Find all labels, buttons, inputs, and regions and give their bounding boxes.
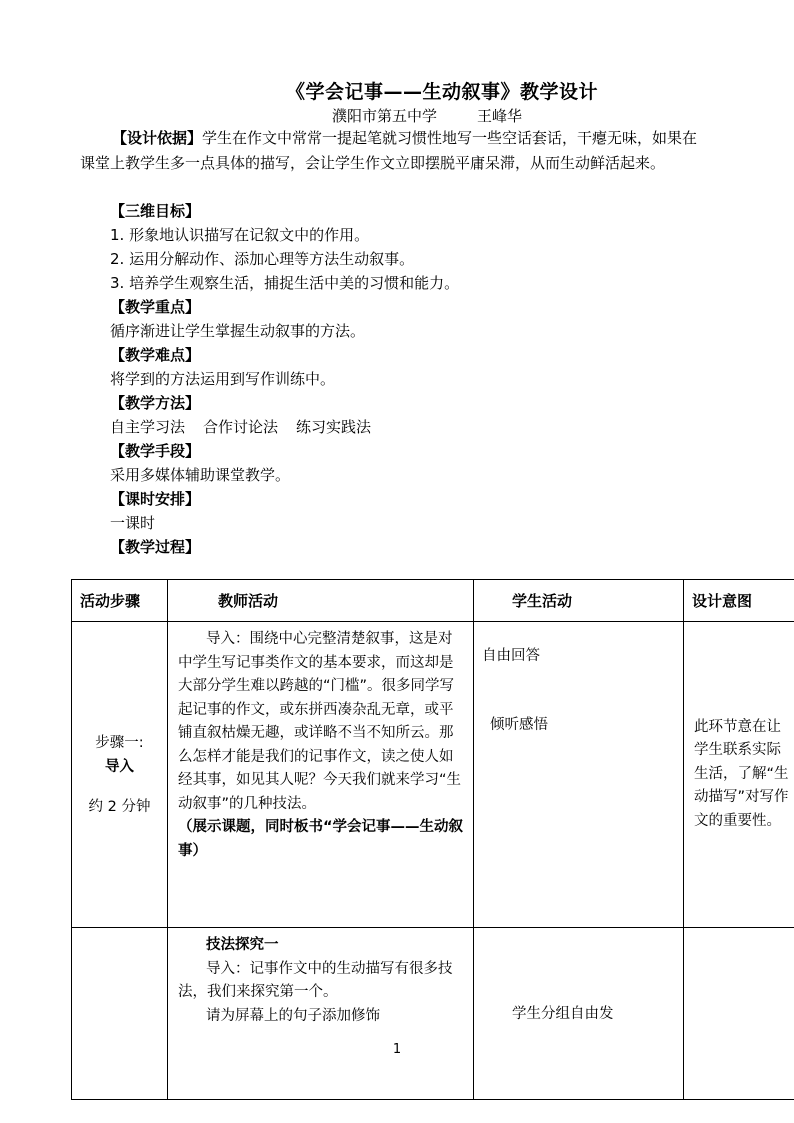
methods-list	[110, 415, 389, 439]
difficulty-text: 将学到的方法运用到写作训练中。	[110, 370, 336, 388]
methods-heading: 【教学方法】	[110, 394, 201, 412]
student-activity-cell	[474, 622, 684, 928]
column-header: 教师活动	[168, 580, 474, 622]
document-title: 《学会记事——生动叙事》教学设计	[285, 81, 598, 103]
school-name: 濮阳市第五中学	[331, 107, 437, 125]
goals-heading: 【三维目标】	[110, 202, 201, 220]
process-table	[71, 579, 794, 1100]
column-header: 活动步骤	[72, 580, 168, 622]
column-header: 设计意图	[684, 580, 794, 622]
step-name: 导入	[105, 758, 134, 775]
step-duration: 约 2 分钟	[88, 798, 151, 815]
step-label: 步骤一:	[95, 734, 144, 751]
table-header-row	[72, 580, 794, 622]
focus-heading: 【教学重点】	[110, 298, 201, 316]
step-cell	[72, 928, 168, 1100]
design-intent-cell	[684, 928, 794, 1100]
means-heading: 【教学手段】	[110, 442, 201, 460]
design-basis	[80, 126, 712, 176]
teacher-activity-board: （展示课题，同时板书“学会记事——生动叙事）	[178, 819, 464, 859]
difficulty-heading: 【教学难点】	[110, 346, 201, 364]
author-name: 王峰华	[477, 107, 523, 125]
means-text: 采用多媒体辅助课堂教学。	[110, 466, 291, 484]
process-heading: 【教学过程】	[110, 538, 201, 556]
page-number: 1	[392, 1042, 402, 1057]
design-intent-cell	[684, 622, 794, 928]
student-activity-cell	[474, 928, 684, 1100]
goal-item: 2. 运用分解动作、添加心理等方法生动叙事。	[110, 250, 415, 268]
method-item: 合作讨论法	[203, 418, 279, 436]
teacher-activity-text: 请为屏幕上的句子添加修饰	[206, 1007, 380, 1024]
table-row	[72, 928, 794, 1100]
schedule-heading: 【课时安排】	[110, 490, 201, 508]
column-header: 学生活动	[474, 580, 684, 622]
teacher-activity-cell	[168, 622, 474, 928]
method-item: 练习实践法	[296, 418, 372, 436]
technique-heading: 技法探究一	[206, 937, 279, 953]
schedule-text: 一课时	[110, 514, 156, 532]
goal-item: 1. 形象地认识描写在记叙文中的作用。	[110, 226, 370, 244]
teacher-activity-text: 导入：围绕中心完整清楚叙事，这是对中学生写记事类作文的基本要求，而这却是大部分学生难以跨越的“门槛”。很多同学写起记事的作文，或东拼西凑杂乱无章，或平铺直叙枯燥无趣，或详略不当不知所云。那么怎样才能是我们的记事作文，读之使人如经其事，如见其人呢？今天我们就来学习“生动叙事”的几种技法。	[178, 631, 462, 812]
teacher-activity-text: 导入：记事作文中的生动描写有很多技法，我们来探究第一个。	[178, 960, 453, 1000]
student-activity-text: 自由回答	[482, 648, 540, 664]
method-item: 自主学习法	[110, 418, 186, 436]
design-intent-text: 此环节意在让学生联系实际生活，了解“生动描写”对写作文的重要性。	[694, 718, 789, 829]
design-basis-text: 学生在作文中常常一提起笔就习惯性地写一些空话套话，干瘪无味，如果在课堂上教学生多一点具体的描写，会让学生作文立即摆脱平庸呆滞，从而生动鲜活起来。	[80, 129, 698, 172]
student-activity-text: 学生分组自由发	[512, 1006, 614, 1022]
table-row	[72, 622, 794, 928]
student-activity-text: 倾听感悟	[490, 717, 548, 733]
teacher-activity-cell	[168, 928, 474, 1100]
goal-item: 3. 培养学生观察生活，捕捉生活中美的习惯和能力。	[110, 274, 460, 292]
author-line	[0, 105, 794, 126]
step-cell	[72, 622, 168, 928]
focus-text: 循序渐进让学生掌握生动叙事的方法。	[110, 322, 366, 340]
design-basis-label: 【设计依据】	[112, 129, 203, 147]
